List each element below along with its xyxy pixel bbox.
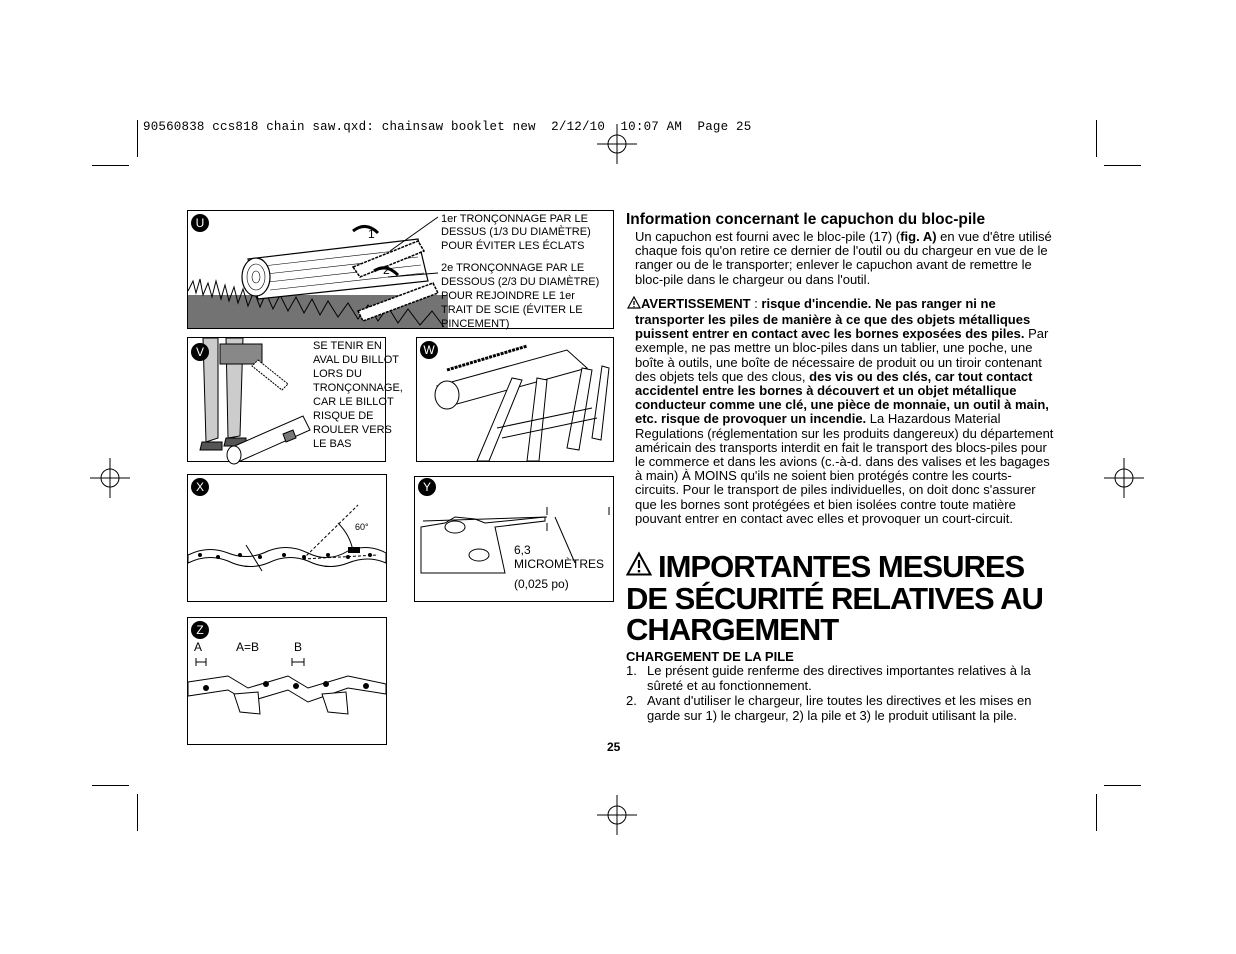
text-run: La Hazardous Material Regulations (réglementation sur les produits dangereux) du département américain des transports interdit en fait le transport des blocs-piles pour le commerce et dans les avions (c.-à-d. dans des valises et les bagages à main) À MOINS qu'ils ne soient bien protégés contre les courts-circuits. Pour le transport de piles individuelles, on doit donc s'assurer que les bornes sont protégées et bien isolées contre toute matière pouvant entrer en contact avec elles et provoquer un court-circuit. xyxy=(635,411,1054,526)
figure-y-measure: 6,3 MICROMÈTRES xyxy=(514,543,604,571)
figure-u-caption-second-cut: 2e TRONÇONNAGE PAR LE DESSOUS (2/3 DU DIAMÈTRE) POUR REJOINDRE LE 1er TRAIT DE SCIE (ÉVITER LE PINCEMENT) xyxy=(441,262,600,330)
figure-y-measure-alt: (0,025 po) xyxy=(514,577,569,591)
registration-mark-top xyxy=(597,124,637,164)
figure-u-mark-1: 1 xyxy=(368,227,375,241)
figure-u-badge: U xyxy=(191,214,209,232)
figure-y-panel xyxy=(414,476,614,602)
charging-subheading: CHARGEMENT DE LA PILE xyxy=(626,649,794,664)
text-run: des vis ou des clés, car tout contact accidentel entre les bornes à découvert et un objet métallique conducteur comme une clé, une pièce de monnaie, un outil à main, etc. risque de provoquer un incendie. xyxy=(635,368,1049,427)
warning-line xyxy=(627,296,1057,311)
figure-z-panel xyxy=(187,617,387,745)
figure-u-caption-first-cut: 1er TRONÇONNAGE PAR LE DESSUS (1/3 DU DIAMÈTRE) POUR ÉVITER LES ÉCLATS xyxy=(441,213,591,252)
figure-z-label-a: A xyxy=(194,640,203,654)
figure-u-mark-2: 2 xyxy=(383,263,390,277)
figure-z-badge: Z xyxy=(191,621,209,639)
battery-cap-paragraph xyxy=(635,230,1055,287)
sawhorse-illustration xyxy=(417,338,613,461)
figure-x-angle-label: 60° xyxy=(355,522,369,532)
figure-z-label-b: B xyxy=(294,640,303,654)
warning-lead: risque d'incendie. Ne pas ranger ni ne xyxy=(761,296,996,311)
text-run: transporter les piles de manière à ce que des objets métalliques puissent entrer en contact avec les bornes exposées des piles. xyxy=(635,312,1031,342)
warning-triangle-icon xyxy=(626,552,652,576)
text-run: fig. A) xyxy=(900,229,937,244)
text-run: Un capuchon est fourni avec le bloc-pile (17) ( xyxy=(635,229,901,244)
page-number: 25 xyxy=(607,740,621,754)
figure-u-panel xyxy=(187,210,614,329)
registration-mark-bottom xyxy=(597,795,637,835)
chain-filing-angle-illustration xyxy=(188,475,386,601)
figure-y-badge: Y xyxy=(418,478,436,496)
registration-mark-right xyxy=(1104,458,1144,498)
file-slug-line: 90560838 ccs818 chain saw.qxd: chainsaw booklet new 2/12/10 10:07 AM Page 25 xyxy=(143,120,752,134)
main-title: IMPORTANTES MESURES DE SÉCURITÉ RELATIVES AU CHARGEMENT xyxy=(626,549,1043,647)
figure-x-badge: X xyxy=(191,478,209,496)
pointer-lines xyxy=(378,211,448,328)
figure-v-badge: V xyxy=(191,343,209,361)
chain-links-illustration xyxy=(188,618,386,744)
warning-colon: : xyxy=(750,296,762,311)
text-run: en vue d'être utilisé chaque fois qu'on retire ce dernier de l'outil ou du chargeur en vue de le ranger ou de le transporter; enlever le capuchon avant de remettre le bloc-pile dans le chargeur ou dans l'outil. xyxy=(635,229,1052,287)
figure-z-label-equal: A=B xyxy=(236,640,260,654)
figure-w-badge: W xyxy=(420,341,438,359)
registration-mark-left xyxy=(90,458,130,498)
figure-v-panel xyxy=(187,337,403,462)
warning-triangle-icon xyxy=(627,296,641,309)
figure-x-panel xyxy=(187,474,387,602)
warning-label: AVERTISSEMENT xyxy=(641,296,751,311)
text-run: Par exemple, ne pas mettre un bloc-piles dans un tablier, une poche, une boîte à outils, une boîte de nécessaire de produit ou un tiroir contenant des objets tels que des clous, xyxy=(635,326,1049,384)
warning-paragraph xyxy=(635,313,1055,526)
figure-w-panel xyxy=(416,337,614,462)
battery-cap-heading: Information concernant le capuchon du bloc-pile xyxy=(626,211,986,228)
figure-v-caption: SE TENIR EN AVAL DU BILLOT LORS DU TRONÇONNAGE, CAR LE BILLOT RISQUE DE ROULER VERS LE BAS xyxy=(313,340,403,450)
